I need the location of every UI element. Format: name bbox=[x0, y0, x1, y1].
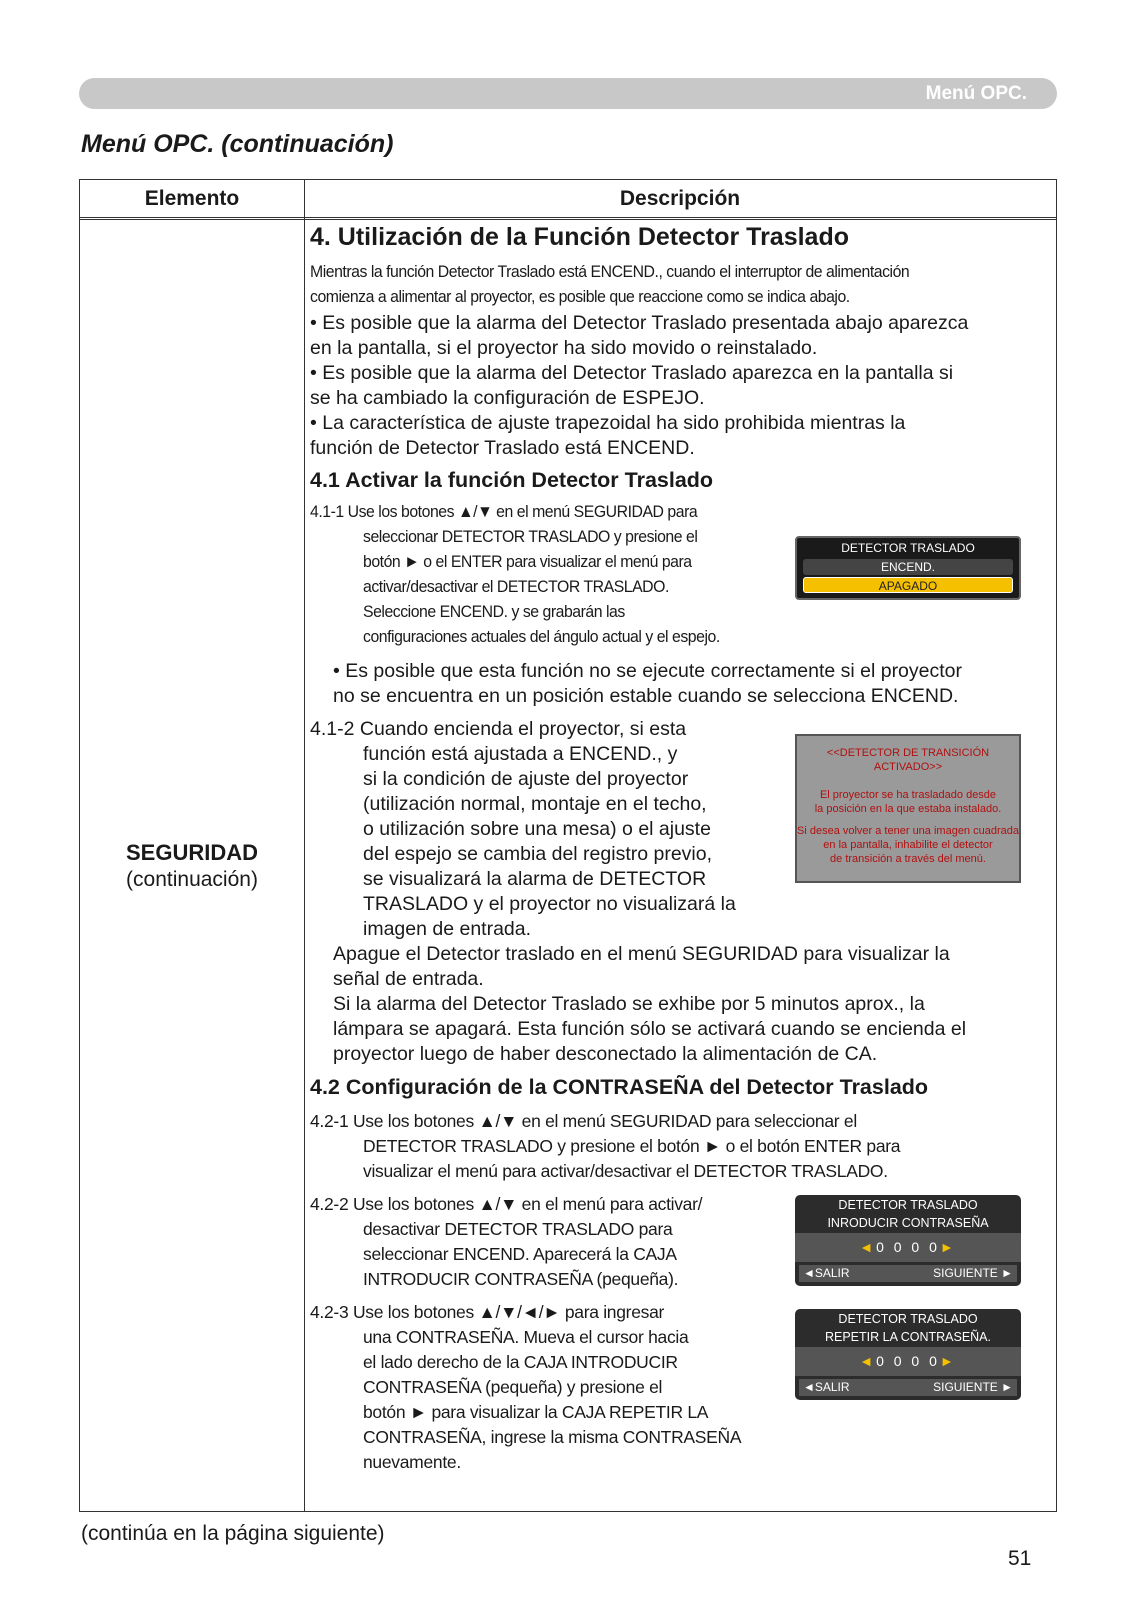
column-divider bbox=[304, 180, 305, 1511]
subsection-heading-4-1: 4.1 Activar la función Detector Traslado bbox=[310, 468, 714, 492]
next-label: SIGUIENTE ► bbox=[933, 1266, 1013, 1280]
section-header-bar bbox=[79, 78, 1057, 109]
step-line: 4.1-1 Use los botones ▲/▼ en el menú SEGURIDAD para bbox=[310, 502, 698, 521]
item-name: SEGURIDAD bbox=[125, 840, 258, 865]
alarm-line: El proyector se ha trasladado desde bbox=[819, 789, 997, 801]
step-line: configuraciones actuales del ángulo actual y el espejo. bbox=[363, 627, 720, 646]
step-line: botón ► o el ENTER para visualizar el menú para bbox=[363, 552, 692, 571]
header-description: Descripción bbox=[619, 187, 741, 210]
exit-label: ◄SALIR bbox=[803, 1266, 850, 1280]
bullet-line: se ha cambiado la configuración de ESPEJO. bbox=[310, 387, 705, 409]
pw-title: DETECTOR TRASLADO bbox=[838, 1312, 978, 1326]
para-line: proyector luego de haber desconectado la alimentación de CA. bbox=[333, 1043, 878, 1065]
exit-label: ◄SALIR bbox=[803, 1380, 850, 1394]
step-line: 4.2-1 Use los botones ▲/▼ en el menú SEGURIDAD para seleccionar el bbox=[310, 1111, 857, 1131]
step-line: imagen de entrada. bbox=[363, 918, 532, 940]
bullet-line: función de Detector Traslado está ENCEND. bbox=[310, 437, 695, 459]
step-line: se visualizará la alarma de DETECTOR bbox=[363, 868, 707, 890]
step-line: función está ajustada a ENCEND., y bbox=[363, 743, 678, 765]
page-title: Menú OPC. (continuación) bbox=[81, 130, 394, 158]
step-line: una CONTRASEÑA. Mueva el cursor hacia bbox=[363, 1327, 689, 1347]
intro-line: Mientras la función Detector Traslado está ENCEND., cuando el interruptor de alimentación bbox=[310, 262, 910, 281]
right-arrow-icon: ► bbox=[939, 1353, 957, 1369]
bullet-line: • La característica de ajuste trapezoidal ha sido prohibida mientras la bbox=[310, 412, 906, 434]
pw-subtitle: REPETIR LA CONTRASEÑA. bbox=[824, 1330, 991, 1344]
alarm-line: Si desea volver a tener una imagen cuadrada bbox=[797, 825, 1019, 837]
table-header-divider bbox=[80, 219, 1056, 220]
step-line: 4.1-2 Cuando encienda el proyector, si esta bbox=[310, 718, 687, 740]
menu-title: DETECTOR TRASLADO bbox=[841, 541, 975, 555]
intro-line: comienza a alimentar al proyector, es posible que reaccione como se indica abajo. bbox=[310, 287, 850, 306]
detector-menu-screen bbox=[795, 536, 1021, 600]
bullet-line: en la pantalla, si el proyector ha sido movido o reinstalado. bbox=[310, 337, 818, 359]
bullet-line: • Es posible que la alarma del Detector Traslado presentada abajo aparezca bbox=[310, 312, 969, 334]
left-arrow-icon: ◄ bbox=[859, 1353, 877, 1369]
alarm-screen bbox=[795, 734, 1021, 883]
step-line: INTRODUCIR CONTRASEÑA (pequeña). bbox=[363, 1269, 679, 1289]
step-line: 4.2-2 Use los botones ▲/▼ en el menú para activar/ bbox=[310, 1194, 703, 1214]
option-on: ENCEND. bbox=[803, 559, 1013, 575]
step-line: si la condición de ajuste del proyector bbox=[363, 768, 689, 790]
alarm-line: la posición en la que estaba instalado. bbox=[814, 803, 1002, 815]
note-line: • Es posible que esta función no se ejecute correctamente si el proyector bbox=[333, 660, 963, 682]
enter-password-screen bbox=[795, 1195, 1021, 1286]
step-line: botón ► para visualizar la CAJA REPETIR LA bbox=[363, 1402, 709, 1422]
alarm-line: en la pantalla, inhabilite el detector bbox=[823, 839, 993, 851]
bullet-line: • Es posible que la alarma del Detector Traslado aparezca en la pantalla si bbox=[310, 362, 954, 384]
step-line: (utilización normal, montaje en el techo, bbox=[363, 793, 707, 815]
alarm-line: de transición a través del menú. bbox=[830, 853, 986, 865]
step-line: CONTRASEÑA (pequeña) y presione el bbox=[363, 1377, 663, 1397]
item-continuation: (continuación) bbox=[126, 868, 258, 891]
page-number: 51 bbox=[1008, 1547, 1032, 1570]
step-line: DETECTOR TRASLADO y presione el botón ► o el botón ENTER para bbox=[363, 1136, 901, 1156]
step-line: del espejo se cambia del registro previo, bbox=[363, 843, 713, 865]
para-line: lámpara se apagará. Esta función sólo se activará cuando se encienda el bbox=[333, 1018, 967, 1040]
step-line: 4.2-3 Use los botones ▲/▼/◄/► para ingresar bbox=[310, 1302, 665, 1322]
pw-code: ◄0 0 0 0► bbox=[859, 1239, 957, 1255]
pw-title: DETECTOR TRASLADO bbox=[838, 1198, 978, 1212]
left-arrow-icon: ◄ bbox=[859, 1239, 877, 1255]
step-line: Seleccione ENCEND. y se grabarán las bbox=[363, 602, 625, 621]
pw-subtitle: INRODUCIR CONTRASEÑA bbox=[827, 1216, 989, 1230]
alarm-line: <<DETECTOR DE TRANSICIÓN ACTIVADO>> bbox=[826, 747, 990, 773]
para-line: Si la alarma del Detector Traslado se exhibe por 5 minutos aprox., la bbox=[333, 993, 925, 1015]
item-cell bbox=[80, 840, 304, 892]
pw-code: ◄0 0 0 0► bbox=[859, 1353, 957, 1369]
para-line: señal de entrada. bbox=[333, 968, 484, 990]
repeat-password-screen bbox=[795, 1309, 1021, 1400]
section-heading-4: 4. Utilización de la Función Detector Traslado bbox=[310, 223, 850, 251]
next-label: SIGUIENTE ► bbox=[933, 1380, 1013, 1394]
option-off: APAGADO bbox=[803, 577, 1013, 593]
subsection-heading-4-2: 4.2 Configuración de la CONTRASEÑA del Detector Traslado bbox=[310, 1075, 929, 1099]
step-line: CONTRASEÑA, ingrese la misma CONTRASEÑA bbox=[363, 1427, 742, 1447]
step-line: desactivar DETECTOR TRASLADO para bbox=[363, 1219, 673, 1239]
header-element: Elemento bbox=[144, 187, 240, 210]
step-line: seleccionar ENCEND. Aparecerá la CAJA bbox=[363, 1244, 677, 1264]
step-line: seleccionar DETECTOR TRASLADO y presione el bbox=[363, 527, 698, 546]
step-line: TRASLADO y el proyector no visualizará la bbox=[363, 893, 736, 915]
step-line: activar/desactivar el DETECTOR TRASLADO. bbox=[363, 577, 669, 596]
section-label: Menú OPC. bbox=[925, 83, 1027, 104]
step-line: visualizar el menú para activar/desactivar el DETECTOR TRASLADO. bbox=[363, 1161, 888, 1181]
step-line: o utilización sobre una mesa) o el ajuste bbox=[363, 818, 711, 840]
step-line: el lado derecho de la CAJA INTRODUCIR bbox=[363, 1352, 678, 1372]
right-arrow-icon: ► bbox=[939, 1239, 957, 1255]
step-line: nuevamente. bbox=[363, 1452, 461, 1472]
para-line: Apague el Detector traslado en el menú SEGURIDAD para visualizar la bbox=[333, 943, 950, 965]
note-line: no se encuentra en un posición estable cuando se selecciona ENCEND. bbox=[333, 685, 959, 707]
continued-note: (continúa en la página siguiente) bbox=[81, 1522, 385, 1545]
